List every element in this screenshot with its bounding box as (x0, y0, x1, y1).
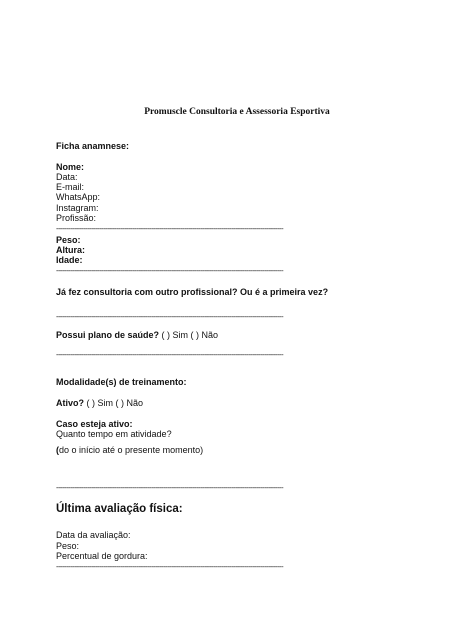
plano-options: ( ) Sim ( ) Não (161, 330, 219, 340)
plano-label: Possui plano de saúde? (56, 330, 160, 340)
separator-line: -------------------------------------------------------------------------------------------------------------- (56, 483, 284, 492)
question-consultoria: Já fez consultoria com outro profissional? Ou é a primeira vez? (56, 287, 329, 297)
caso-ativo-label: Caso esteja ativo: (56, 419, 133, 429)
separator-line: -------------------------------------------------------------------------------------------------------------- (56, 350, 284, 359)
ficha-heading: Ficha anamnese: (56, 141, 130, 151)
ultima-avaliacao-heading: Última avaliação física: (56, 503, 183, 515)
nota-text: do o início até o presente momento) (59, 445, 204, 455)
field-peso: Peso: (56, 235, 81, 245)
separator-line: -------------------------------------------------------------------------------------------------------------- (56, 224, 284, 233)
field-nome: Nome: (56, 162, 85, 172)
separator-line: -------------------------------------------------------------------------------------------------------------- (56, 562, 284, 571)
field-data: Data: (56, 172, 78, 182)
tempo-atividade: Quanto tempo em atividade? (56, 429, 172, 439)
field-profissao: Profissão: (56, 213, 97, 223)
question-plano-saude (56, 330, 218, 341)
ativo-options: ( ) Sim ( ) Não (86, 398, 144, 408)
separator-line: -------------------------------------------------------------------------------------------------------------- (56, 312, 284, 321)
ativo-label: Ativo? (56, 398, 84, 408)
nota-paren: ( (56, 445, 59, 455)
field-email: E-mail: (56, 182, 85, 192)
document-title: Promuscle Consultoria e Assessoria Esportiva (144, 107, 330, 117)
tempo-nota (56, 445, 203, 456)
field-percentual-gordura: Percentual de gordura: (56, 551, 148, 561)
field-instagram: Instagram: (56, 203, 99, 213)
field-idade: Idade: (56, 255, 83, 265)
field-data-avaliacao: Data da avaliação: (56, 530, 131, 540)
field-altura: Altura: (56, 245, 85, 255)
question-ativo (56, 398, 143, 409)
separator-line: -------------------------------------------------------------------------------------------------------------- (56, 266, 284, 275)
field-peso-avaliacao: Peso: (56, 541, 80, 551)
question-modalidade: Modalidade(s) de treinamento: (56, 377, 187, 387)
field-whatsapp: WhatsApp: (56, 192, 101, 202)
